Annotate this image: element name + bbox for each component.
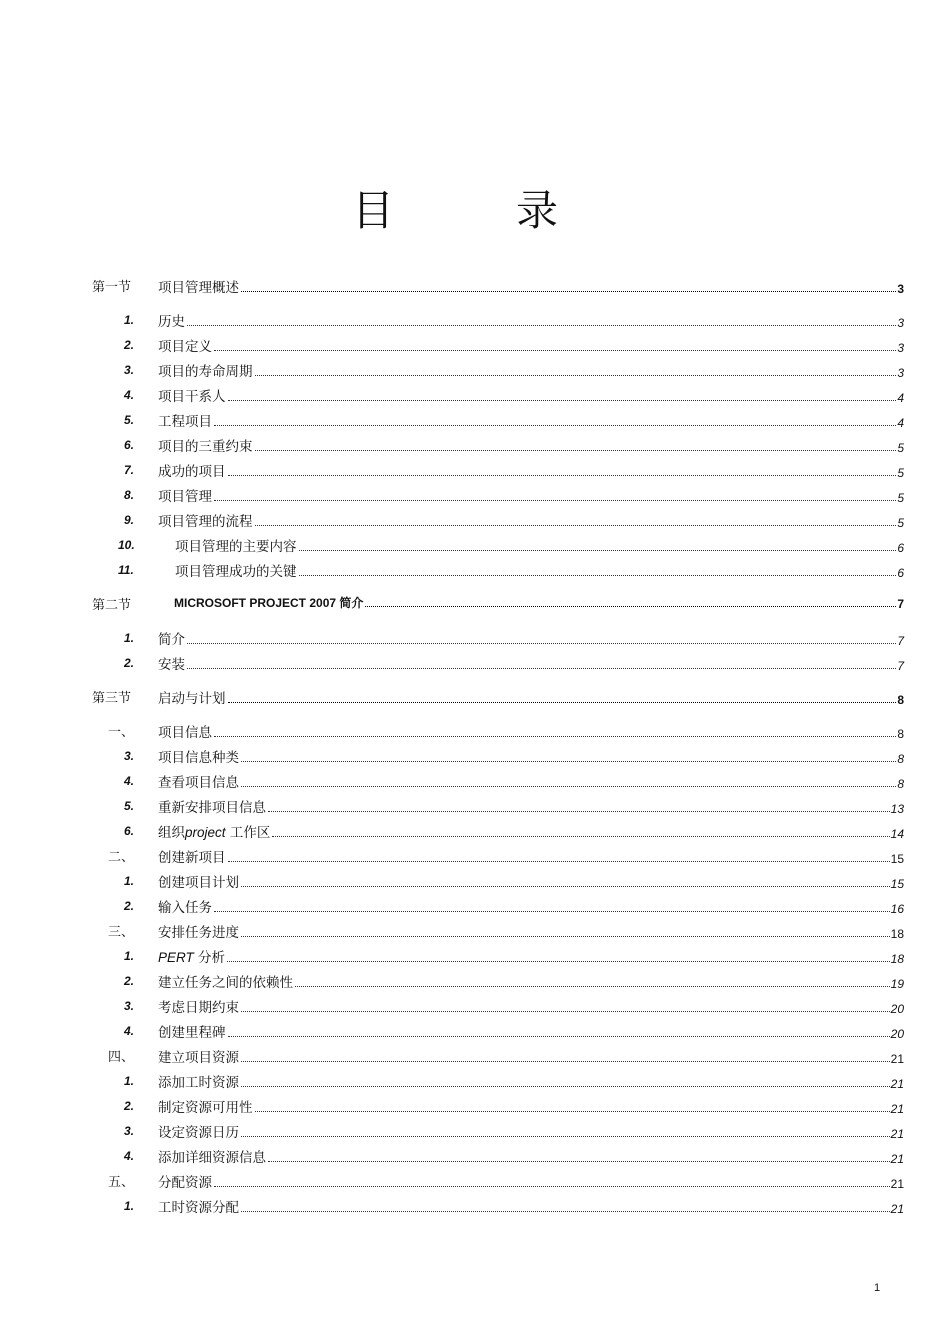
toc-entry-number: 3. <box>124 1124 135 1138</box>
toc-entry-number: 8. <box>124 488 135 502</box>
toc-entry <box>158 1196 904 1216</box>
toc-leader-dots <box>299 549 897 551</box>
toc-entry-label: 建立项目资源 <box>158 1050 239 1066</box>
toc-entry-page: 5 <box>897 441 904 455</box>
toc-entry-row[interactable] <box>0 846 950 866</box>
toc-entry-row[interactable] <box>0 1046 950 1066</box>
toc-entry <box>158 410 904 430</box>
toc-entry-page: 3 <box>897 282 904 296</box>
toc-entry-number: 第三节 <box>92 691 132 706</box>
toc-entry <box>158 1071 904 1091</box>
toc-leader-dots <box>228 474 897 476</box>
toc-entry-page: 21 <box>890 1127 904 1141</box>
toc-entry-label: 组织project 工作区 <box>158 825 271 841</box>
toc-entry-label: 简介 <box>158 632 185 648</box>
toc-entry-number: 4. <box>124 388 135 402</box>
toc-entry-number: 3. <box>124 363 135 377</box>
toc-entry-row[interactable] <box>0 410 950 430</box>
toc-entry-row[interactable] <box>0 971 950 991</box>
toc-leader-dots <box>272 835 889 837</box>
toc-entry-label: 设定资源日历 <box>158 1125 239 1141</box>
toc-entry-label: 重新安排项目信息 <box>158 800 266 816</box>
toc-entry-row[interactable] <box>0 946 950 966</box>
toc-entry-row[interactable] <box>0 1096 950 1116</box>
toc-entry-page: 14 <box>890 827 904 841</box>
toc-entry-label: 项目信息 <box>158 725 212 741</box>
toc-entry-number: 2. <box>124 338 135 352</box>
toc-entry-row[interactable] <box>0 1071 950 1091</box>
toc-entry-label: 创建项目计划 <box>158 875 239 891</box>
toc-entry-label: 项目管理概述 <box>158 280 239 296</box>
toc-entry <box>158 310 904 330</box>
toc-leader-dots <box>241 1060 890 1062</box>
toc-leader-dots <box>187 324 896 326</box>
toc-leader-dots <box>241 785 896 787</box>
toc-entry-label: 建立任务之间的依赖性 <box>158 975 293 991</box>
toc-entry-row[interactable] <box>0 821 950 841</box>
toc-entry-label: MICROSOFT PROJECT 2007 简介 <box>174 596 364 610</box>
toc-entry-row[interactable] <box>0 771 950 791</box>
toc-entry-number: 1. <box>124 1074 135 1088</box>
toc-entry-row[interactable] <box>0 871 950 891</box>
toc-entry-number: 4. <box>124 1149 135 1163</box>
toc-entry-page: 21 <box>890 1177 904 1191</box>
toc-entry-label: 成功的项目 <box>158 464 226 480</box>
toc-entry-row[interactable] <box>0 996 950 1016</box>
toc-leader-dots <box>187 667 896 669</box>
toc-entry-label: PERT 分析 <box>158 950 226 966</box>
toc-entry <box>158 276 904 296</box>
toc-entry-page: 3 <box>897 316 904 330</box>
toc-entry-number: 1. <box>124 1199 135 1213</box>
toc-entry-number: 三、 <box>108 925 135 940</box>
toc-entry-row[interactable] <box>0 653 950 673</box>
toc-entry-number: 5. <box>124 413 135 427</box>
toc-entry-number: 一、 <box>108 725 135 740</box>
toc-entry-row[interactable] <box>0 628 950 648</box>
toc-leader-dots <box>228 399 897 401</box>
toc-entry-row[interactable] <box>0 385 950 405</box>
toc-entry <box>158 510 904 530</box>
toc-entry-label: 输入任务 <box>158 900 212 916</box>
toc-entry <box>175 560 904 580</box>
toc-entry-number: 1. <box>124 874 135 888</box>
toc-entry-number: 1. <box>124 949 135 963</box>
toc-leader-dots <box>299 574 897 576</box>
toc-leader-dots <box>255 374 897 376</box>
toc-entry <box>158 687 904 707</box>
toc-entry-label: 项目管理成功的关键 <box>175 564 297 580</box>
toc-entry-row[interactable] <box>0 921 950 941</box>
toc-entry-number: 6. <box>124 438 135 452</box>
toc-entry <box>158 628 904 648</box>
toc-entry-label: 创建里程碑 <box>158 1025 226 1041</box>
toc-entry-page: 3 <box>897 366 904 380</box>
toc-entry-page: 7 <box>897 634 904 648</box>
toc-entry-row[interactable] <box>0 1171 950 1191</box>
toc-entry <box>158 946 904 966</box>
toc-leader-dots <box>214 424 896 426</box>
page-number: 1 <box>874 1282 881 1294</box>
toc-entry-row[interactable] <box>0 1196 950 1216</box>
toc-entry-label: 安装 <box>158 657 185 673</box>
toc-entry <box>158 653 904 673</box>
toc-entry-label: 项目管理 <box>158 489 212 505</box>
toc-entry-number: 10. <box>118 538 135 552</box>
toc-leader-dots <box>268 810 890 812</box>
toc-entry-page: 21 <box>890 1202 904 1216</box>
toc-entry-label: 项目管理的流程 <box>158 514 253 530</box>
toc-entry-label: 项目定义 <box>158 339 212 355</box>
toc-entry-number: 2. <box>124 974 135 988</box>
toc-section-row[interactable] <box>0 594 950 614</box>
toc-leader-dots <box>241 885 890 887</box>
toc-entry-row[interactable] <box>0 335 950 355</box>
toc-entry-page: 16 <box>890 902 904 916</box>
toc-entry <box>158 485 904 505</box>
toc-leader-dots <box>268 1160 890 1162</box>
toc-section-row[interactable] <box>0 276 950 296</box>
toc-entry-row[interactable] <box>0 460 950 480</box>
toc-entry-number: 3. <box>124 749 135 763</box>
toc-entry-number: 四、 <box>108 1050 135 1065</box>
toc-entry-page: 15 <box>890 877 904 891</box>
toc-entry-label: 历史 <box>158 314 185 330</box>
toc-entry-number: 1. <box>124 631 135 645</box>
toc-leader-dots <box>214 1185 890 1187</box>
toc-entry-page: 15 <box>890 852 904 866</box>
toc-leader-dots <box>241 1135 890 1137</box>
toc-entry-page: 5 <box>897 516 904 530</box>
toc-leader-dots <box>241 290 896 292</box>
toc-entry-row[interactable] <box>0 560 950 580</box>
toc-entry-label: 安排任务进度 <box>158 925 239 941</box>
toc-entry-number: 2. <box>124 656 135 670</box>
toc-entry-number: 11. <box>118 563 134 577</box>
toc-leader-dots <box>214 499 896 501</box>
toc-entry-page: 20 <box>890 1027 904 1041</box>
toc-entry <box>158 971 904 991</box>
toc-entry-label: 项目的寿命周期 <box>158 364 253 380</box>
toc-entry <box>158 921 904 941</box>
toc-leader-dots <box>241 1085 890 1087</box>
toc-entry-row[interactable] <box>0 360 950 380</box>
toc-entry-number: 第一节 <box>92 280 132 295</box>
toc-leader-dots <box>241 1010 890 1012</box>
toc-entry-page: 18 <box>890 952 904 966</box>
toc-entry-page: 4 <box>897 391 904 405</box>
toc-entry-page: 6 <box>897 566 904 580</box>
toc-leader-dots <box>241 760 896 762</box>
toc-entry-number: 7. <box>124 463 135 477</box>
toc-entry-row[interactable] <box>0 435 950 455</box>
toc-entry-label: 添加工时资源 <box>158 1075 239 1091</box>
toc-entry-number: 二、 <box>108 850 135 865</box>
toc-entry-number: 第二节 <box>92 598 132 613</box>
toc-entry-page: 4 <box>897 416 904 430</box>
toc-leader-dots <box>241 935 890 937</box>
toc-entry <box>158 460 904 480</box>
toc-leader-dots <box>255 524 897 526</box>
toc-leader-dots <box>187 642 896 644</box>
toc-section-row[interactable] <box>0 687 950 707</box>
toc-entry-label: 查看项目信息 <box>158 775 239 791</box>
toc-entry-label: 分配资源 <box>158 1175 212 1191</box>
toc-entry-number: 5. <box>124 799 135 813</box>
toc-entry-label: 添加详细资源信息 <box>158 1150 266 1166</box>
toc-entry-row[interactable] <box>0 746 950 766</box>
toc-entry <box>158 796 904 816</box>
toc-entry <box>158 746 904 766</box>
toc-entry <box>158 385 904 405</box>
toc-entry-number: 3. <box>124 999 135 1013</box>
toc-entry-page: 21 <box>890 1052 904 1066</box>
toc-entry <box>175 535 904 555</box>
toc-leader-dots <box>255 1110 890 1112</box>
toc-leader-dots <box>228 860 890 862</box>
toc-entry <box>158 1171 904 1191</box>
toc-entry <box>158 435 904 455</box>
toc-entry-page: 21 <box>890 1077 904 1091</box>
toc-entry <box>158 1021 904 1041</box>
toc-leader-dots <box>227 960 890 962</box>
toc-leader-dots <box>228 701 897 703</box>
toc-entry-page: 5 <box>897 491 904 505</box>
toc-leader-dots <box>214 910 890 912</box>
toc-entry-page: 21 <box>890 1102 904 1116</box>
toc-entry-row[interactable] <box>0 485 950 505</box>
toc-entry-label: 创建新项目 <box>158 850 226 866</box>
toc-entry-label: 工时资源分配 <box>158 1200 239 1216</box>
toc-entry-row[interactable] <box>0 510 950 530</box>
toc-entry-row[interactable] <box>0 1021 950 1041</box>
toc-entry-page: 19 <box>890 977 904 991</box>
toc-entry-page: 8 <box>897 727 904 741</box>
toc-entry-label: 项目的三重约束 <box>158 439 253 455</box>
toc-entry <box>158 1096 904 1116</box>
toc-entry-label: 考虑日期约束 <box>158 1000 239 1016</box>
toc-entry-number: 五、 <box>108 1175 135 1190</box>
toc-title: 目 录 <box>351 186 598 235</box>
toc-entry-page: 8 <box>897 752 904 766</box>
toc-entry <box>158 821 904 841</box>
toc-entry-page: 18 <box>890 927 904 941</box>
toc-entry-number: 4. <box>124 1024 135 1038</box>
toc-leader-dots <box>228 1035 890 1037</box>
toc-leader-dots <box>365 605 896 607</box>
toc-entry-row[interactable] <box>0 896 950 916</box>
toc-entry-label: 项目管理的主要内容 <box>175 539 297 555</box>
toc-entry-row[interactable] <box>0 1146 950 1166</box>
toc-entry-page: 8 <box>897 693 904 707</box>
toc-entry <box>158 896 904 916</box>
toc-entry-label: 项目干系人 <box>158 389 226 405</box>
toc-entry-number: 4. <box>124 774 135 788</box>
toc-entry-page: 6 <box>897 541 904 555</box>
toc-entry-number: 1. <box>124 313 135 327</box>
toc-entry <box>158 360 904 380</box>
toc-entry-row[interactable] <box>0 535 950 555</box>
toc-entry-page: 7 <box>897 659 904 673</box>
toc-entry-row[interactable] <box>0 310 950 330</box>
toc-entry-number: 6. <box>124 824 135 838</box>
toc-entry <box>158 871 904 891</box>
toc-entry-label: 制定资源可用性 <box>158 1100 253 1116</box>
toc-entry-label: 工程项目 <box>158 414 212 430</box>
toc-entry <box>158 335 904 355</box>
toc-entry-page: 20 <box>890 1002 904 1016</box>
toc-entry-page: 21 <box>890 1152 904 1166</box>
toc-entry-label: 启动与计划 <box>158 691 226 707</box>
toc-entry <box>158 771 904 791</box>
toc-entry-number: 2. <box>124 899 135 913</box>
toc-entry <box>158 1046 904 1066</box>
toc-entry <box>158 846 904 866</box>
toc-entry-number: 2. <box>124 1099 135 1113</box>
toc-entry <box>158 721 904 741</box>
toc-entry <box>158 1146 904 1166</box>
toc-leader-dots <box>214 349 896 351</box>
toc-entry-number: 9. <box>124 513 135 527</box>
toc-entry <box>158 1121 904 1141</box>
toc-entry-label: 项目信息种类 <box>158 750 239 766</box>
toc-entry-row[interactable] <box>0 1121 950 1141</box>
toc-entry-row[interactable] <box>0 796 950 816</box>
toc-leader-dots <box>295 985 890 987</box>
toc-entry-page: 8 <box>897 777 904 791</box>
toc-entry-page: 7 <box>897 597 904 611</box>
toc-entry-page: 5 <box>897 466 904 480</box>
toc-leader-dots <box>214 735 896 737</box>
toc-leader-dots <box>255 449 897 451</box>
toc-entry-page: 3 <box>897 341 904 355</box>
toc-entry-page: 13 <box>890 802 904 816</box>
toc-leader-dots <box>241 1210 890 1212</box>
toc-entry-row[interactable] <box>0 721 950 741</box>
toc-entry <box>174 594 904 611</box>
toc-entry <box>158 996 904 1016</box>
